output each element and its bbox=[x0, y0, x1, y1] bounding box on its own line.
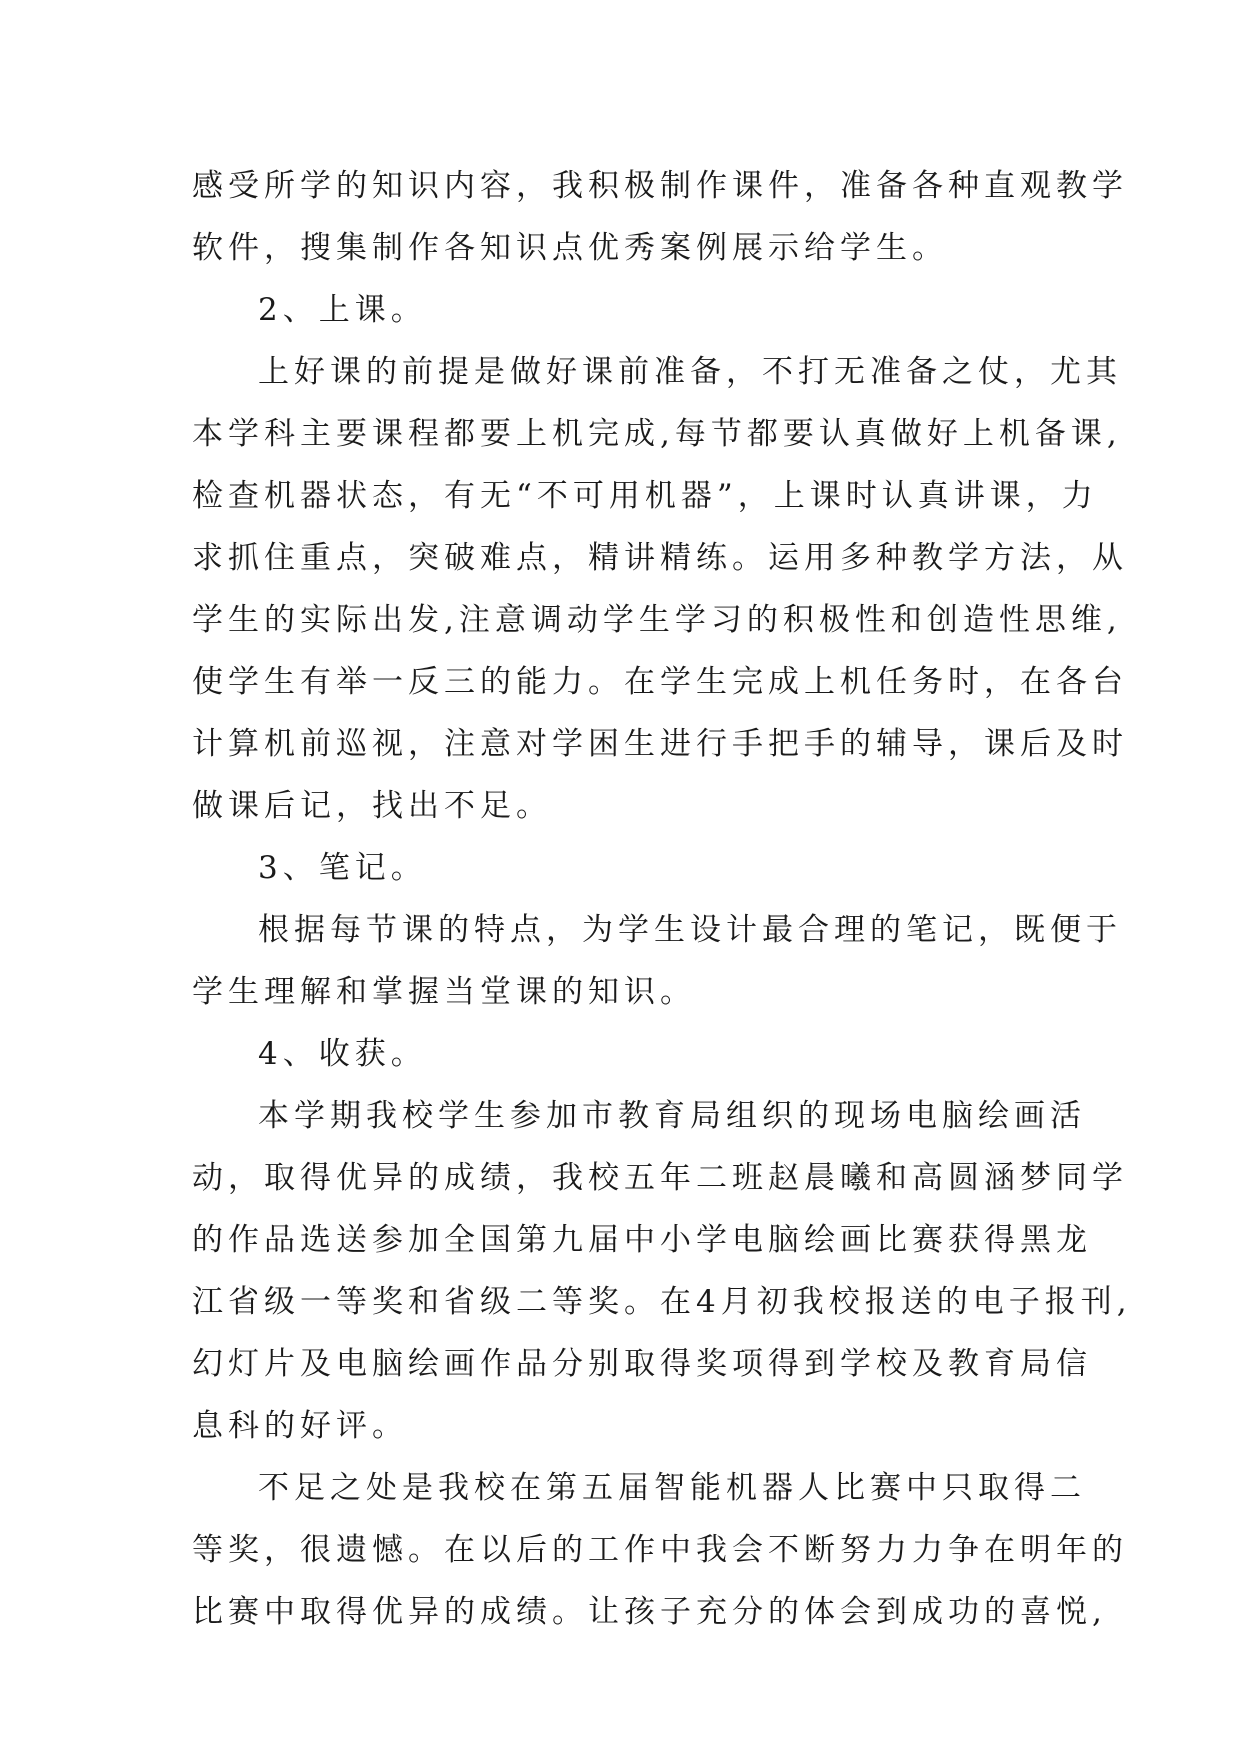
section-heading: 4、收获。 bbox=[258, 1036, 427, 1072]
text-line: 本学科主要课程都要上机完成,每节都要认真做好上机备课, bbox=[192, 416, 1122, 452]
text-line: 幻灯片及电脑绘画作品分别取得奖项得到学校及教育局信 bbox=[192, 1346, 1092, 1382]
document-body bbox=[192, 155, 1132, 1643]
text-line: 计算机前巡视，注意对学困生进行手把手的辅导，课后及时 bbox=[192, 726, 1128, 762]
text-line: 软件，搜集制作各知识点优秀案例展示给学生。 bbox=[192, 230, 948, 266]
text-line: 学生理解和掌握当堂课的知识。 bbox=[192, 974, 696, 1010]
text-line: 根据每节课的特点，为学生设计最合理的笔记，既便于 bbox=[258, 912, 1122, 948]
section-heading: 2、上课。 bbox=[258, 292, 427, 328]
section-heading: 3、笔记。 bbox=[258, 850, 427, 886]
text-line: 比赛中取得优异的成绩。让孩子充分的体会到成功的喜悦, bbox=[192, 1594, 1107, 1630]
text-line: 江省级一等奖和省级二等奖。在4月初我校报送的电子报刊, bbox=[192, 1284, 1132, 1320]
text-line: 的作品选送参加全国第九届中小学电脑绘画比赛获得黑龙 bbox=[192, 1222, 1092, 1258]
text-line: 学生的实际出发,注意调动学生学习的积极性和创造性思维, bbox=[192, 602, 1122, 638]
text-line: 动，取得优异的成绩，我校五年二班赵晨曦和高圆涵梦同学 bbox=[192, 1160, 1128, 1196]
text-line: 做课后记，找出不足。 bbox=[192, 788, 552, 824]
text-line: 检查机器状态，有无“不可用机器”，上课时认真讲课，力 bbox=[192, 478, 1098, 514]
text-line: 上好课的前提是做好课前准备，不打无准备之仗，尤其 bbox=[258, 354, 1122, 390]
text-line: 本学期我校学生参加市教育局组织的现场电脑绘画活 bbox=[258, 1098, 1086, 1134]
text-line: 等奖，很遗憾。在以后的工作中我会不断努力力争在明年的 bbox=[192, 1532, 1128, 1568]
text-line: 感受所学的知识内容，我积极制作课件，准备各种直观教学 bbox=[192, 168, 1128, 204]
text-line: 求抓住重点，突破难点，精讲精练。运用多种教学方法，从 bbox=[192, 540, 1128, 576]
text-line: 使学生有举一反三的能力。在学生完成上机任务时，在各台 bbox=[192, 664, 1128, 700]
text-line: 不足之处是我校在第五届智能机器人比赛中只取得二 bbox=[258, 1470, 1086, 1506]
text-line: 息科的好评。 bbox=[192, 1408, 408, 1444]
